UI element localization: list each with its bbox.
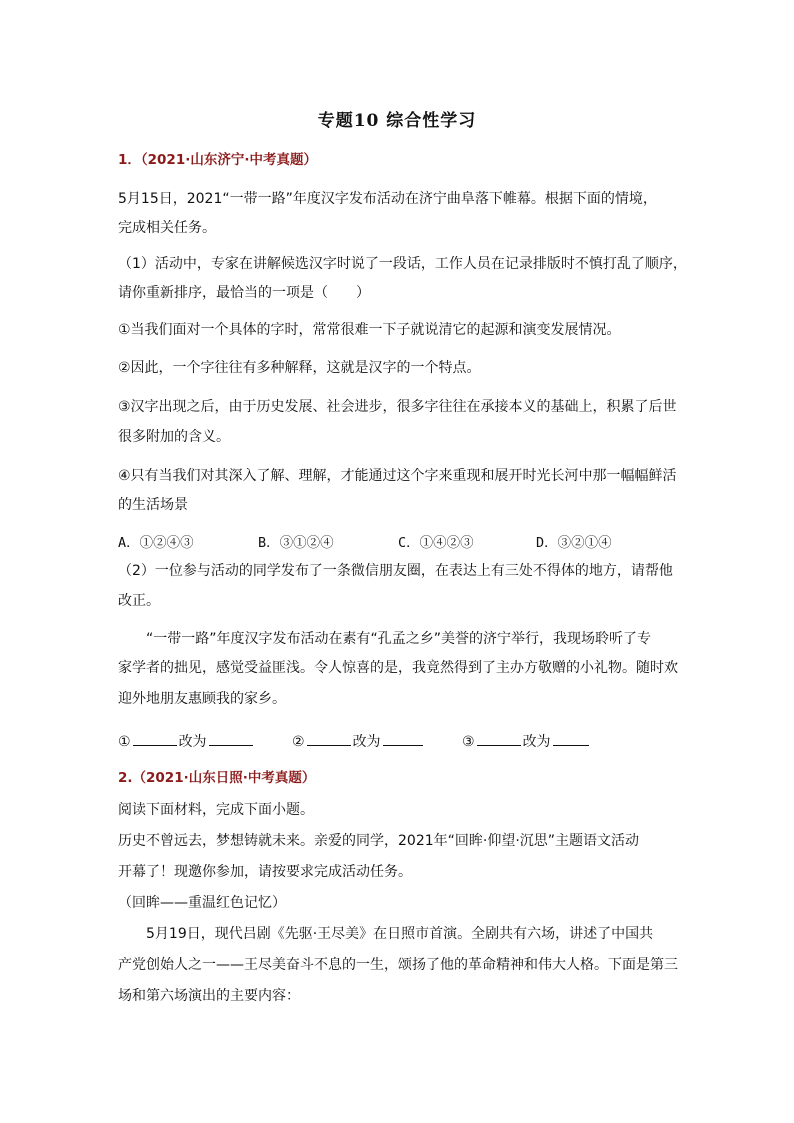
answer-num-1: ① [118,734,131,750]
q1-sentence-4-line-2: 的生活场景 [118,497,188,513]
option-c[interactable]: C．①④②③ [398,535,474,551]
q1-answer-blanks [118,731,678,753]
answer-group-3 [462,731,591,751]
answer-num-2: ② [292,734,305,750]
q1-part1-line-1: （1）活动中，专家在讲解候选汉字时说了一段话，工作人员在记录排版时不慎打乱了顺序， [118,256,687,272]
answer-blank-3b[interactable] [553,731,589,746]
q1-part2-line-2: 改正。 [118,593,160,609]
answer-mid-2: 改为 [352,734,381,750]
q1-sentence-4-line-1: ④只有当我们对其深入了解、理解，才能通过这个字来重现和展开时光长河中那一幅幅鲜活 [118,468,677,484]
answer-blank-2a[interactable] [307,731,351,746]
answer-mid-3: 改为 [522,734,551,750]
option-b[interactable]: B．③①②④ [258,535,334,551]
q1-intro-line-2: 完成相关任务。 [118,220,216,236]
answer-mid-1: 改为 [178,734,207,750]
q1-part1-line-2: 请你重新排序，最恰当的一项是（ ） [118,285,370,301]
q2-line-1: 阅读下面材料，完成下面小题。 [118,802,314,818]
q1-sentence-2: ②因此，一个字往往有多种解释，这就是汉字的一个特点。 [118,360,481,376]
q1-options [118,531,678,551]
answer-group-2 [292,731,425,751]
q1-paragraph-line-1: “一带一路”年度汉字发布活动在素有“孔孟之乡”美誉的济宁举行，我现场聆听了专 [146,631,652,647]
q2-line-4: （回眸——重温红色记忆） [118,895,286,911]
q2-line-2: 历史不曾远去，梦想铸就未来。亲爱的同学，2021年“回眸·仰望·沉思”主题语文活动 [118,833,640,849]
option-d[interactable]: D．③②①④ [536,535,612,551]
q1-paragraph-line-3: 迎外地朋友惠顾我的家乡。 [118,691,286,707]
answer-blank-2b[interactable] [383,731,423,746]
q2-line-7: 场和第六场演出的主要内容： [118,988,300,1004]
answer-blank-3a[interactable] [477,731,521,746]
q2-source: 2.（2021·山东日照·中考真题） [118,770,316,786]
answer-group-1 [118,731,255,751]
q2-line-6: 产党创始人之一——王尽美奋斗不息的一生，颂扬了他的革命精神和伟大人格。下面是第三 [118,957,678,973]
q1-part2-line-1: （2）一位参与活动的同学发布了一条微信朋友圈，在表达上有三处不得体的地方，请帮他 [118,563,673,579]
q1-sentence-1: ①当我们面对一个具体的字时，常常很难一下子就说清它的起源和演变发展情况。 [118,322,621,338]
q2-line-5: 5月19日，现代吕剧《先驱·王尽美》在日照市首演。全剧共有六场，讲述了中国共 [146,926,654,942]
option-a[interactable]: A．①②④③ [118,535,194,551]
q1-sentence-3-line-1: ③汉字出现之后，由于历史发展、社会进步，很多字往往在承接本义的基础上，积累了后世 [118,399,677,415]
q1-source: 1．（2021·山东济宁·中考真题） [118,152,317,168]
q1-intro-line-1: 5月15日，2021“一带一路”年度汉字发布活动在济宁曲阜落下帷幕。根据下面的情境， [118,191,657,207]
q2-line-3: 开幕了！现邀你参加，请按要求完成活动任务。 [118,864,412,880]
answer-blank-1b[interactable] [209,731,253,746]
page-title: 专题10 综合性学习 [317,111,477,131]
answer-blank-1a[interactable] [133,731,177,746]
q1-paragraph-line-2: 家学者的拙见，感觉受益匪浅。令人惊喜的是，我竟然得到了主办方敬赠的小礼物。随时欢 [118,660,678,676]
answer-num-3: ③ [462,734,475,750]
q1-sentence-3-line-2: 很多附加的含义。 [118,429,230,445]
